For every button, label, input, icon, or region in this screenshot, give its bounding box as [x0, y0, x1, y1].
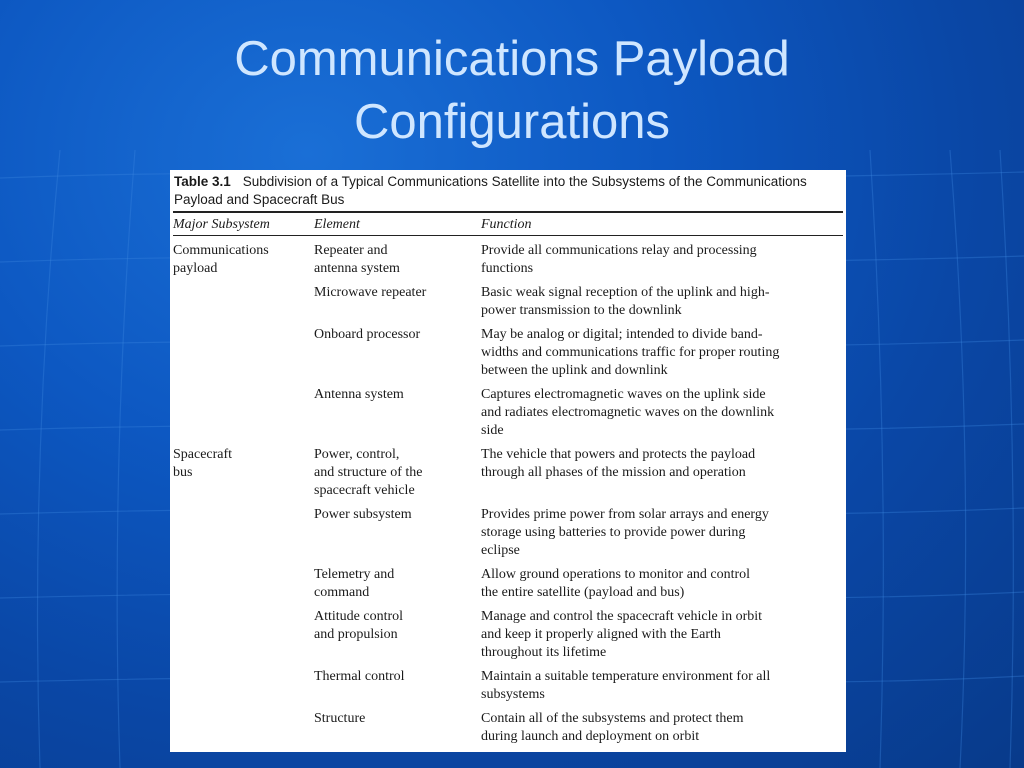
table-row	[173, 566, 843, 608]
cell-element	[314, 386, 481, 446]
cell-subsystem	[173, 446, 314, 506]
cell-element-text: Attitude control and propulsion	[314, 609, 404, 642]
cell-element	[314, 608, 481, 668]
cell-subsystem	[173, 608, 314, 668]
cell-function-text: Provides prime power from solar arrays and energy storage using batteries to provide power during eclipse	[481, 507, 769, 558]
table-row	[173, 668, 843, 710]
cell-element-text: Repeater and antenna system	[314, 243, 400, 276]
cell-function-text: Basic weak signal reception of the uplink and high- power transmission to the downlink	[481, 285, 770, 318]
cell-function-text: Provide all communications relay and processing functions	[481, 243, 757, 276]
cell-subsystem-text: Spacecraft bus	[173, 447, 233, 480]
table-row	[173, 506, 843, 566]
table-row	[173, 236, 843, 285]
slide-title	[0, 28, 1024, 154]
cell-function	[481, 236, 843, 285]
cell-function	[481, 284, 843, 326]
cell-subsystem	[173, 710, 314, 752]
cell-element-text: Microwave repeater	[314, 285, 427, 300]
table-caption-label: Table 3.1	[174, 174, 231, 189]
cell-element-text: Power subsystem	[314, 507, 412, 522]
cell-function-text: Captures electromagnetic waves on the uplink side and radiates electromagnetic waves on the downlink side	[481, 387, 775, 438]
cell-element-text: Structure	[314, 711, 366, 726]
cell-function-text: Allow ground operations to monitor and control the entire satellite (payload and bus)	[481, 567, 751, 600]
cell-element	[314, 566, 481, 608]
cell-element-text: Thermal control	[314, 669, 405, 684]
cell-element-text: Telemetry and command	[314, 567, 395, 600]
cell-element	[314, 284, 481, 326]
header-function: Function	[481, 213, 843, 236]
cell-subsystem	[173, 566, 314, 608]
cell-element	[314, 668, 481, 710]
header-major-subsystem: Major Subsystem	[173, 213, 314, 236]
cell-function	[481, 386, 843, 446]
cell-element	[314, 446, 481, 506]
cell-element	[314, 710, 481, 752]
cell-subsystem	[173, 386, 314, 446]
cell-element-text: Antenna system	[314, 387, 404, 402]
cell-function-text: Maintain a suitable temperature environment for all subsystems	[481, 669, 771, 702]
cell-element-text: Onboard processor	[314, 327, 421, 342]
table-row	[173, 608, 843, 668]
cell-subsystem	[173, 236, 314, 285]
cell-function	[481, 668, 843, 710]
cell-function	[481, 446, 843, 506]
cell-subsystem	[173, 668, 314, 710]
table-figure	[170, 170, 846, 752]
table-caption-text: Subdivision of a Typical Communications Satellite into the Subsystems of the Communications Payload and Spacecraft Bus	[174, 174, 807, 207]
cell-function	[481, 326, 843, 386]
cell-function-text: Manage and control the spacecraft vehicle in orbit and keep it properly aligned with the Earth throughout its lifetime	[481, 609, 763, 660]
cell-function	[481, 566, 843, 608]
slide-title-line-1: Communications Payload	[234, 32, 790, 86]
cell-function-text: May be analog or digital; intended to divide band- widths and communications traffic for proper routing between the uplink and downlink	[481, 327, 780, 378]
table-row	[173, 326, 843, 386]
table-row	[173, 284, 843, 326]
cell-function-text: The vehicle that powers and protects the payload through all phases of the mission and operation	[481, 447, 756, 480]
cell-element-text: Power, control, and structure of the spacecraft vehicle	[314, 447, 423, 498]
cell-subsystem-text: Communications payload	[173, 243, 269, 276]
table-header-row	[173, 213, 843, 236]
cell-element	[314, 506, 481, 566]
cell-element	[314, 326, 481, 386]
cell-function-text: Contain all of the subsystems and protect them during launch and deployment on orbit	[481, 711, 744, 744]
cell-subsystem	[173, 326, 314, 386]
table-row	[173, 710, 843, 752]
header-element: Element	[314, 213, 481, 236]
subsystems-table	[173, 213, 843, 752]
cell-element	[314, 236, 481, 285]
cell-function	[481, 710, 843, 752]
cell-subsystem	[173, 506, 314, 566]
cell-function	[481, 506, 843, 566]
cell-subsystem	[173, 284, 314, 326]
slide-title-line-2: Configurations	[354, 95, 670, 149]
table-row	[173, 386, 843, 446]
table-caption	[173, 173, 843, 213]
cell-function	[481, 608, 843, 668]
table-row	[173, 446, 843, 506]
